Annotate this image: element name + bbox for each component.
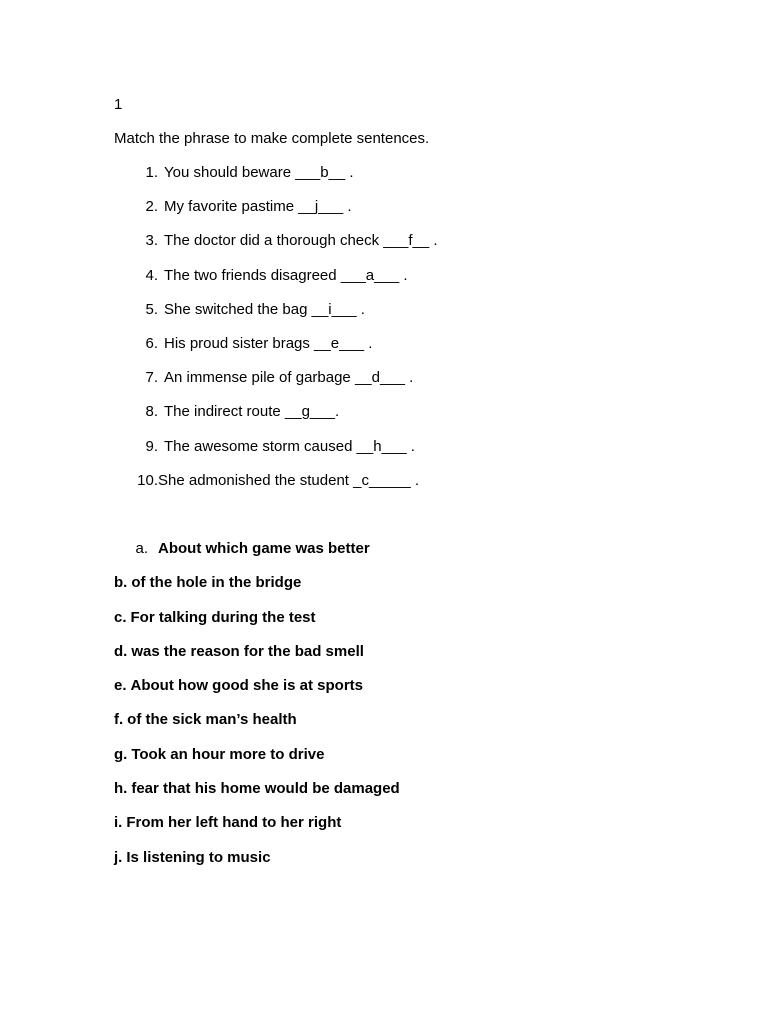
answer-item xyxy=(114,711,400,745)
question-number: 6. xyxy=(145,334,158,352)
answer-letter: d. xyxy=(114,642,128,660)
answer-letter: j. xyxy=(114,848,123,866)
question-item xyxy=(130,164,438,198)
question-text: The doctor did a thorough check ___f__ . xyxy=(164,232,438,250)
question-number: 8. xyxy=(145,403,158,421)
question-item xyxy=(130,403,438,437)
question-text: She switched the bag __i___ . xyxy=(164,300,365,318)
answer-text: From her left hand to her right xyxy=(126,814,342,832)
answer-letter: c. xyxy=(114,608,127,626)
question-number: 5. xyxy=(145,300,158,318)
answer-letter: e. xyxy=(114,677,127,695)
question-text: His proud sister brags __e___ . xyxy=(164,334,373,352)
answer-letter: h. xyxy=(114,780,128,798)
answer-text: of the hole in the bridge xyxy=(131,574,302,592)
question-text: She admonished the student _c_____ . xyxy=(158,471,420,489)
answer-list xyxy=(114,540,400,883)
question-item xyxy=(130,369,438,403)
question-item xyxy=(130,301,438,335)
question-number: 3. xyxy=(145,232,158,250)
answer-text: was the reason for the bad smell xyxy=(131,642,364,660)
question-item xyxy=(130,438,438,472)
answer-letter: f. xyxy=(114,711,124,729)
question-number: 2. xyxy=(145,198,158,216)
question-number: 1. xyxy=(145,164,158,181)
answer-text: About which game was better xyxy=(158,540,370,557)
question-text: You should beware ___b__ . xyxy=(164,164,354,181)
answer-item xyxy=(114,540,400,574)
question-item xyxy=(130,335,438,369)
question-item xyxy=(130,198,438,232)
answer-item xyxy=(114,814,400,848)
question-list xyxy=(130,164,438,506)
answer-letter: a. xyxy=(135,540,148,557)
answer-text: fear that his home would be damaged xyxy=(131,780,400,798)
answer-letter: g. xyxy=(114,745,128,763)
question-item xyxy=(130,267,438,301)
instruction-text: Match the phrase to make complete sentences. xyxy=(114,130,430,147)
answer-text: About how good she is at sports xyxy=(130,677,364,695)
answer-text: Took an hour more to drive xyxy=(131,745,325,763)
question-number: 7. xyxy=(145,369,158,387)
question-text: The awesome storm caused __h___ . xyxy=(164,437,415,455)
question-text: The two friends disagreed ___a___ . xyxy=(164,266,408,284)
answer-item xyxy=(114,849,400,883)
question-text: The indirect route __g___. xyxy=(164,403,340,421)
question-number: 4. xyxy=(145,266,158,284)
question-text: An immense pile of garbage __d___ . xyxy=(164,369,414,387)
question-text: My favorite pastime __j___ . xyxy=(164,198,352,216)
question-number: 10. xyxy=(137,471,158,489)
answer-item xyxy=(114,574,400,608)
answer-text: For talking during the test xyxy=(130,608,316,626)
answer-text: of the sick man’s health xyxy=(127,711,297,729)
answer-item xyxy=(114,780,400,814)
answer-letter: b. xyxy=(114,574,128,592)
question-number: 9. xyxy=(145,437,158,455)
answer-item xyxy=(114,609,400,643)
answer-item xyxy=(114,643,400,677)
page-number: 1 xyxy=(114,96,123,113)
answer-letter: i. xyxy=(114,814,123,832)
answer-item xyxy=(114,677,400,711)
answer-item xyxy=(114,746,400,780)
question-item xyxy=(130,232,438,266)
question-item xyxy=(130,472,438,506)
answer-text: Is listening to music xyxy=(126,848,271,866)
